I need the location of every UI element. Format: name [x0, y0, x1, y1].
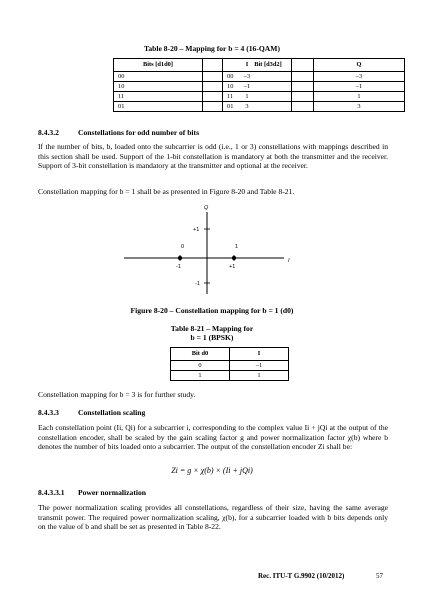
q-tick-label-minus1: -1	[195, 281, 200, 287]
section-number: 8.4.3.3.1	[38, 488, 65, 497]
table-cell: 00	[114, 72, 203, 82]
table-cell: 3	[314, 102, 405, 112]
table-cell: –1	[230, 361, 289, 371]
constellation-point-0	[178, 256, 182, 260]
i-axis-label: I	[288, 258, 290, 264]
table-cell: 10	[223, 82, 314, 92]
i-tick-label-minus1: -1	[176, 264, 181, 270]
table-cell: –1	[203, 82, 292, 92]
q-axis-label: Q	[204, 205, 209, 211]
footer-page-number: 57	[376, 572, 383, 580]
i-tick-label-plus1: +1	[229, 264, 236, 270]
table-header: Q	[314, 59, 405, 72]
section-8-4-3-3-heading	[38, 408, 145, 417]
section-8-4-3-2-paragraph-2: Constellation mapping for b = 1 shall be as presented in Figure 8-20 and Table 8-21.	[38, 187, 295, 196]
table-cell: 1	[230, 371, 289, 381]
table-header: Bit d0	[171, 348, 230, 361]
table-header: I	[203, 59, 292, 72]
section-title: Constellations for odd number of bits	[78, 128, 200, 137]
section-8-4-3-3-1-heading	[38, 488, 146, 497]
b3-paragraph: Constellation mapping for b = 3 is for further study.	[38, 390, 196, 399]
table-cell: 1	[314, 92, 405, 102]
table-cell: –3	[314, 72, 405, 82]
table-cell: 00	[223, 72, 314, 82]
table-8-20-right	[222, 58, 405, 112]
section-number: 8.4.3.3	[38, 408, 59, 417]
section-number: 8.4.3.2	[38, 128, 59, 137]
section-8-4-3-2-paragraph-1: If the number of bits, b, loaded onto the subcarrier is odd (i.e., 1 or 3) constellations with mappings described in this section shall be used. Support of the 1-bit constellation is mandatory at both the transmitter and the receiver. Support of 3-bit constellation is mandatory at the transmitter and optional at the receiver.	[38, 142, 388, 171]
table-header: Bits [d1d0]	[114, 59, 203, 72]
section-title: Constellation scaling	[78, 408, 146, 417]
table-header: I	[230, 348, 289, 361]
table-8-21-title-line-2: b = 1 (BPSK)	[190, 333, 234, 342]
section-8-4-3-2-heading	[38, 128, 199, 137]
table-cell: –3	[203, 72, 292, 82]
table-8-21-title-line-1: Table 8-21 – Mapping for	[170, 324, 254, 333]
bpsk-constellation-figure	[120, 200, 304, 300]
section-8-4-3-3-paragraph: Each constellation point (Ii, Qi) for a subcarrier i, corresponding to the complex value Ii + jQi at the output of the constellation encoder, shall be scaled by the gain scaling factor g and power normalization factor χ(b) where b denotes the number of bits loaded onto a subcarrier. The output of the constellation encoder Zi shall be:	[38, 423, 388, 452]
table-8-21	[170, 347, 289, 381]
table-cell: 10	[114, 82, 203, 92]
table-cell: 0	[171, 361, 230, 371]
table-header: Bit [d3d2]	[223, 59, 314, 72]
section-8-4-3-3-1-paragraph: The power normalization scaling provides all constellations, regardless of their size, having the same average transmit power. The required power normalization scaling, χ(b), for a subcarrier loaded with b bits depends only on the value of b and shall be set as presented in Table 8-22.	[38, 503, 388, 532]
q-tick-label-plus1: +1	[193, 227, 200, 233]
section-title: Power normalization	[78, 488, 146, 497]
table-cell: 11	[114, 92, 203, 102]
table-cell: 1	[171, 371, 230, 381]
table-cell: 1	[203, 92, 292, 102]
table-cell: 01	[114, 102, 203, 112]
table-cell: 11	[223, 92, 314, 102]
table-cell: 01	[223, 102, 314, 112]
table-cell: –1	[314, 82, 405, 92]
scaling-equation: Zi = g × χ(b) × (Ii + jQi)	[171, 466, 253, 475]
constellation-point-1	[232, 256, 236, 260]
table-8-20-title: Table 8-20 – Mapping for b = 4 (16-QAM)	[144, 44, 280, 53]
point-1-label: 1	[235, 244, 239, 250]
point-0-label: 0	[181, 244, 185, 250]
figure-8-20-caption: Figure 8-20 – Constellation mapping for b = 1 (d0)	[130, 306, 294, 315]
table-cell: 3	[203, 102, 292, 112]
footer-recommendation: Rec. ITU-T G.9902 (10/2012)	[258, 572, 345, 580]
